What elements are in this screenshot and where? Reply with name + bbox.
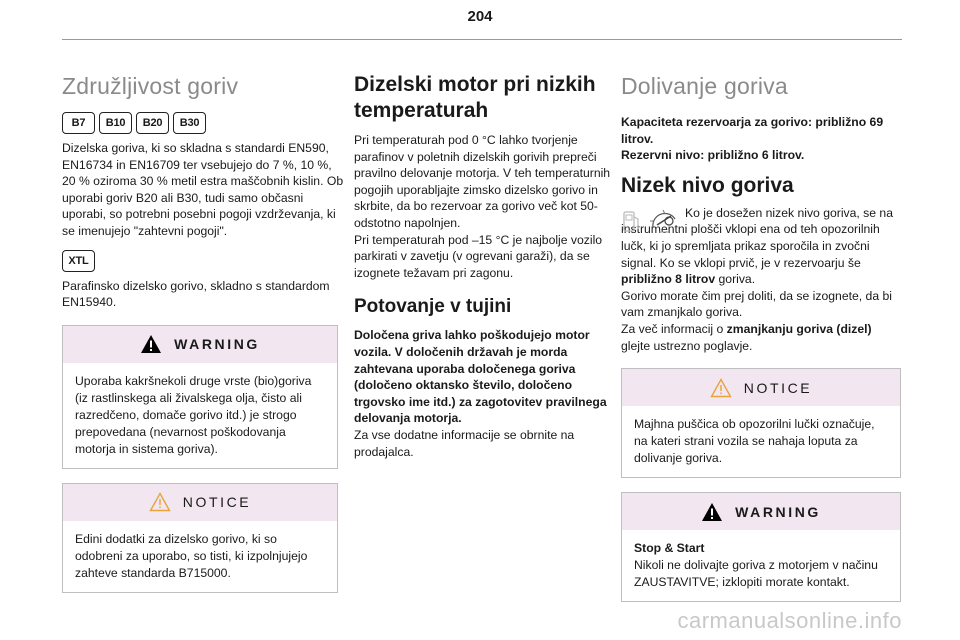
- paragraph-parking: Pri temperaturah pod –15 °C je najbolje vozilo parkirati v zavetju (v ogrevani garaži), da se izognete težavam pri zagonu.: [354, 232, 603, 280]
- fuel-pump-icon: [621, 207, 643, 235]
- warning-header: [622, 493, 900, 530]
- fuel-badge-xtl: XTL: [62, 250, 95, 272]
- notice-title: NOTICE: [182, 494, 252, 511]
- warning-subtitle: Stop & Start: [634, 541, 705, 556]
- notice-text: Edini dodatki za dizelsko gorivo, ki so odobreni za uporabo, so tisti, ki izpolnjujejo zahteve standarda B715000.: [75, 531, 308, 580]
- notice-header: [622, 369, 900, 406]
- paragraph-reference: [621, 321, 903, 354]
- section-title-refuelling: Dolivanje goriva: [621, 73, 788, 99]
- notice-triangle-icon: [710, 378, 732, 398]
- paragraph-refill-soon: Gorivo morate čim prej doliti, da se izognete, da bi vam zmanjkalo goriva.: [621, 288, 892, 320]
- page-number: 204: [467, 8, 493, 25]
- warning-triangle-icon: [140, 334, 162, 354]
- low-fuel-block: [621, 205, 903, 288]
- paragraph-diesel-standards: Dizelska goriva, ki so skladna s standardi EN590, EN16734 in EN16709 ter vsebujejo do 7 %, 10 %, 20 % oziroma 30 % metil estra maščobnih kislin. Ob uporabi goriv B20 ali B30, tudi samo občasni uporabi, so potrebni posebni pogoji vzdrževanja, ki se imenujejo "zahtevni pogoji".: [62, 141, 344, 238]
- section-title-travel-abroad: Potovanje v tujini: [354, 296, 512, 318]
- column-fuel-compatibility: [62, 72, 344, 593]
- reserve-level: Rezervni nivo: približno 6 litrov.: [621, 148, 805, 163]
- paragraph-winter-diesel: Pri temperaturah pod 0 °C lahko tvorjenje parafinov v poletnih dizelskih gorivih prepreči pravilno delovanje motorja. V teh temperaturnih pogojih uporabljajte zimsko dizelsko gorivo in skrbite, da bo rezervoar za gorivo več kot 50-odstotno napolnjen.: [354, 133, 611, 230]
- warning-text: Uporaba kakršnekoli druge vrste (bio)goriva (iz rastlinskega ali živalskega olja, čisto ali razredčeno, domače gorivo itd.) je strogo prepovedana (nevarnost poškodovanja motorja in sistema goriva).: [75, 373, 312, 456]
- reference-text-a: Za več informacij o: [621, 321, 727, 336]
- fuel-badge-b7: B7: [62, 112, 95, 134]
- fuel-badges-xtl: [62, 250, 344, 272]
- low-fuel-text-a: Ko je dosežen nizek nivo goriva, se na instrumentni plošči vklopi ena od teh opozorilnih lučk, ki jo spremljata prikaz sporočila in zvočni signal. Ko se vklopi prvič, je v rezervoarju še: [621, 205, 893, 270]
- fuel-gauge-icon: [647, 207, 681, 235]
- notice-text: Majhna puščica ob opozorilni lučki označuje, na kateri strani vozila se nahaja loputa za dolivanje goriva.: [634, 417, 875, 466]
- low-fuel-icons: [621, 205, 681, 235]
- section-title-low-temperatures: Dizelski motor pri nizkih temperaturah: [354, 73, 596, 122]
- paragraph-paraffinic: Parafinsko dizelsko gorivo, skladno s standardom EN15940.: [62, 278, 330, 310]
- warning-header: [63, 326, 337, 363]
- notice-box-additives: [62, 483, 338, 593]
- watermark: carmanualsonline.info: [677, 608, 902, 633]
- notice-box-arrow: [621, 368, 901, 478]
- notice-triangle-icon: [149, 492, 171, 512]
- column-low-temperatures: [354, 72, 616, 460]
- fuel-badge-b30: B30: [173, 112, 206, 134]
- warning-title: WARNING: [174, 336, 260, 353]
- tank-capacity: Kapaciteta rezervoarja za gorivo: približno 69 litrov.: [621, 115, 884, 146]
- section-title-fuel-compatibility: Združljivost goriv: [62, 73, 239, 99]
- paragraph-dealer: Za vse dodatne informacije se obrnite na prodajalca.: [354, 427, 575, 459]
- fuel-badge-b10: B10: [99, 112, 132, 134]
- low-fuel-bold: približno 8 litrov: [621, 272, 716, 287]
- warning-body: [622, 530, 900, 601]
- warning-triangle-icon: [701, 502, 723, 522]
- warning-text: Nikoli ne dolivajte goriva z motorjem v načinu ZAUSTAVITVE; izklopiti morate kontakt.: [634, 558, 878, 590]
- warning-title: WARNING: [735, 503, 821, 520]
- warning-box-stop-start: [621, 492, 901, 602]
- notice-header: [63, 484, 337, 521]
- section-title-low-fuel: Nizek nivo goriva: [621, 173, 794, 197]
- column-refuelling: [621, 72, 903, 602]
- notice-title: NOTICE: [743, 379, 813, 396]
- warning-box-biofuel: [62, 325, 338, 469]
- low-fuel-text-b: goriva.: [715, 272, 756, 287]
- paragraph-fuel-requirements: Določena griva lahko poškodujejo motor vozila. V določenih državah je morda zahtevana uporaba določenega goriva (določeno oktansko število, določeno trgovsko ime itd.) za zagotovitev pravilnega delovanja motorja.: [354, 328, 607, 426]
- fuel-badge-b20: B20: [136, 112, 169, 134]
- reference-text-b: glejte ustrezno poglavje.: [621, 338, 753, 353]
- fuel-badges: [62, 112, 344, 134]
- header-rule: [62, 39, 902, 40]
- reference-bold: zmanjkanju goriva (dizel): [726, 321, 872, 336]
